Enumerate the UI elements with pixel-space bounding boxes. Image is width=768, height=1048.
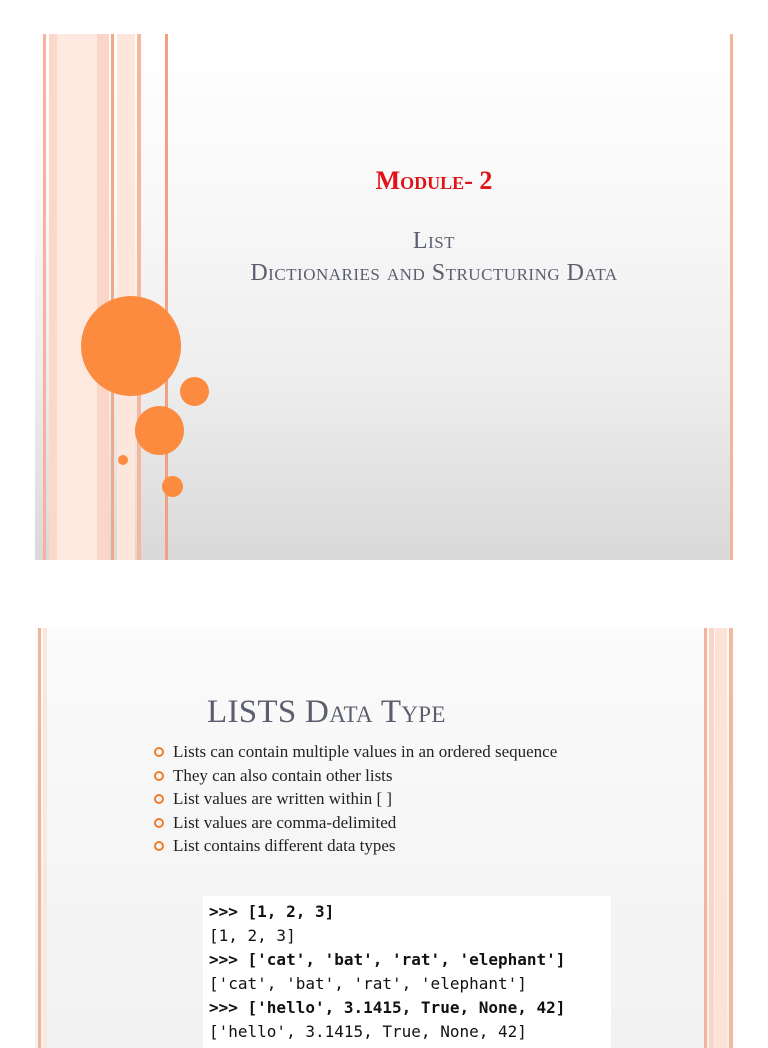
small-circle-decoration	[180, 377, 209, 406]
topic-line: Dictionaries and Structuring Data	[250, 260, 618, 286]
decorative-stripe	[38, 628, 41, 1048]
bullet-icon	[154, 771, 164, 781]
bullet-text: List values are comma-delimited	[173, 812, 397, 832]
list-item	[153, 787, 557, 811]
list-item	[153, 834, 557, 858]
decorative-stripe	[730, 34, 733, 560]
bullet-icon	[154, 747, 164, 757]
tiny-circle-decoration	[118, 455, 128, 465]
bullet-icon	[154, 818, 164, 828]
decorative-stripe	[715, 628, 727, 1048]
bullet-text: Lists can contain multiple values in an ordered sequence	[173, 742, 558, 761]
list-item	[153, 811, 557, 835]
code-output-line: [1, 2, 3]	[209, 926, 296, 945]
medium-circle-decoration	[135, 406, 184, 455]
decorative-stripe	[57, 34, 97, 560]
bullet-icon	[154, 841, 164, 851]
code-output-line: ['hello', 3.1415, True, None, 42]	[209, 1022, 527, 1041]
decorative-stripe	[49, 34, 57, 560]
list-item	[153, 764, 557, 788]
decorative-stripe	[709, 628, 714, 1048]
list-item	[153, 740, 557, 764]
decorative-stripe	[97, 34, 109, 560]
decorative-stripe	[729, 628, 733, 1048]
code-example	[203, 896, 611, 1048]
code-input-line: >>> ['cat', 'bat', 'rat', 'elephant']	[209, 950, 566, 969]
decorative-stripe	[43, 34, 46, 560]
decorative-stripe	[43, 628, 47, 1048]
topic-line: List	[412, 228, 456, 254]
bullet-list	[153, 740, 557, 858]
bullet-text: List contains different data types	[173, 836, 396, 855]
decorative-stripe	[111, 34, 114, 560]
code-output-line: ['cat', 'bat', 'rat', 'elephant']	[209, 974, 527, 993]
title-slide	[35, 34, 733, 560]
bullet-text: List values are written within [ ]	[173, 789, 393, 808]
slide-title: LISTS Data Type	[207, 694, 446, 730]
code-input-line: >>> [1, 2, 3]	[209, 902, 335, 921]
lists-slide	[35, 628, 733, 1048]
decorative-stripe	[704, 628, 707, 1048]
bullet-icon	[154, 794, 164, 804]
code-input-line: >>> ['hello', 3.1415, True, None, 42]	[209, 998, 566, 1017]
large-circle-decoration	[81, 296, 181, 396]
bullet-text: They can also contain other lists	[173, 765, 393, 785]
small-circle-decoration	[162, 476, 183, 497]
module-title: Module- 2	[375, 166, 493, 195]
